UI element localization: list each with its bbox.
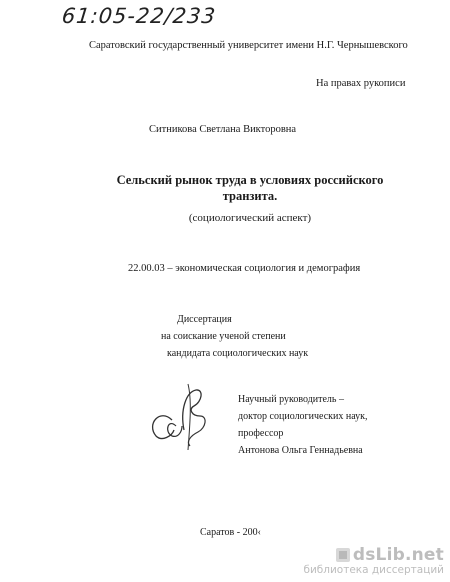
advisor-block xyxy=(238,391,368,459)
dissertation-title: Сельский рынок труда в условиях российского транзита. xyxy=(116,173,384,203)
rights-note: На правах рукописи xyxy=(316,78,406,89)
degree-line-3: кандидата социологических наук xyxy=(167,348,309,359)
advisor-line-2: доктор социологических наук, xyxy=(238,411,368,422)
degree-line-1: Диссертация xyxy=(177,314,232,325)
watermark xyxy=(303,545,444,576)
catalog-number: 61:05-22/233 xyxy=(60,4,218,28)
watermark-subtitle: библиотека диссертаций xyxy=(303,564,444,576)
advisor-line-3: профессор xyxy=(238,428,284,439)
watermark-brand: dsLib.net xyxy=(352,545,444,565)
city-year: Саратов - 200‹ xyxy=(200,527,261,538)
dissertation-subtitle: (социологический аспект) xyxy=(188,212,312,224)
university-name: Саратовский государственный университет имени Н.Г. Чернышевского xyxy=(89,40,408,51)
signature xyxy=(142,380,222,452)
advisor-line-4: Антонова Ольга Геннадьевна xyxy=(238,445,363,456)
advisor-line-1: Научный руководитель – xyxy=(238,394,344,405)
specialty-code: 22.00.03 – экономическая социология и демография xyxy=(128,263,361,274)
dslib-logo-icon xyxy=(336,548,350,562)
dissertation-degree-block xyxy=(161,311,309,362)
author-name: Ситникова Светлана Викторовна xyxy=(149,124,297,135)
degree-line-2: на соискание ученой степени xyxy=(161,331,286,342)
